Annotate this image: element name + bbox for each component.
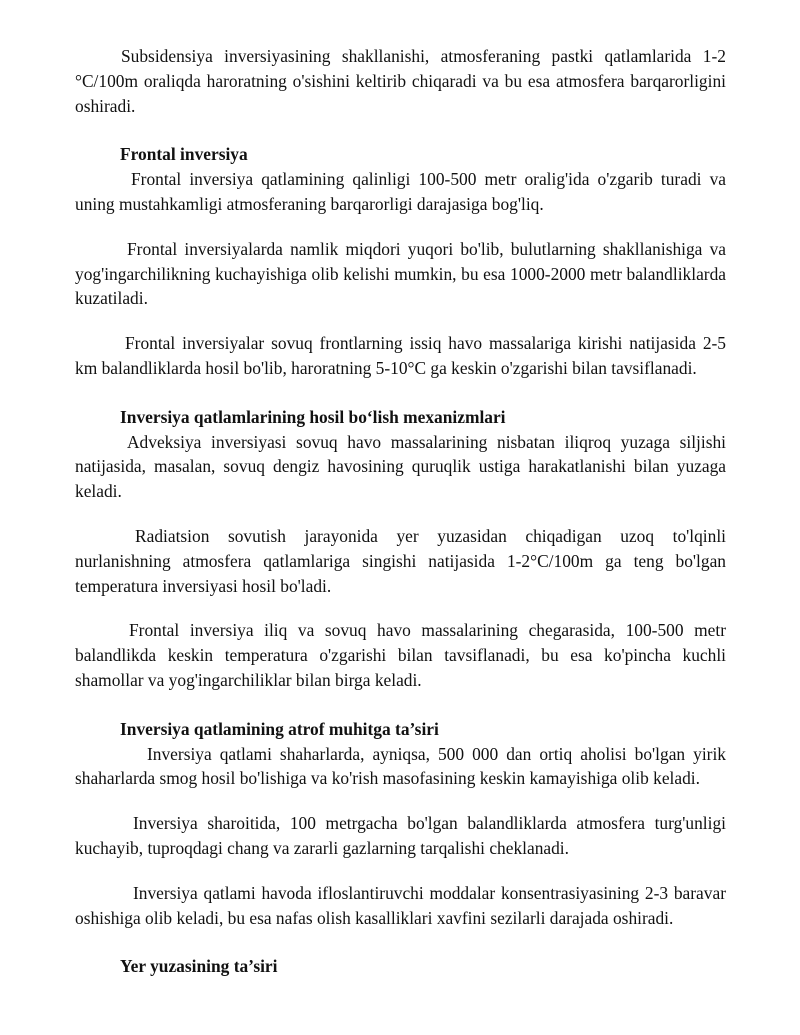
paragraph-advection: Adveksiya inversiyasi sovuq havo massalarining nisbatan iliqroq yuzaga siljishi natijasida, masalan, sovuq dengiz havosining quruqlik ustiga harakatlanishi bilan yuzaga keladi. — [75, 431, 726, 502]
spacer — [75, 693, 726, 717]
spacer — [75, 381, 726, 405]
paragraph-frontal-thickness: Frontal inversiya qatlamining qalinligi 100-500 metr oralig'ida o'zgarib turadi va uning mustahkamligi atmosferaning barqarorligi darajasiga bog'liq. — [75, 169, 726, 214]
paragraph-frontal-humidity: Frontal inversiyalarda namlik miqdori yuqori bo'lib, bulutlarning shakllanishiga va yog'ingarchilikning kuchayishiga olib kelishi mumkin, bu esa 1000-2000 metr balandliklarda kuzatiladi. — [75, 238, 726, 309]
spacer — [75, 861, 726, 881]
heading-environmental-impact: Inversiya qatlamining atrof muhitga ta’siri — [120, 718, 439, 739]
spacer — [75, 311, 726, 331]
spacer — [75, 791, 726, 811]
paragraph-stability: Inversiya sharoitida, 100 metrgacha bo'lgan balandliklarda atmosfera turg'unligi kuchayib, tuproqdagi chang va zararli gazlarning tarqalishi cheklanadi. — [75, 813, 726, 858]
spacer — [75, 217, 726, 237]
heading-earth-surface: Yer yuzasining ta’siri — [120, 956, 278, 977]
spacer — [75, 930, 726, 954]
heading-formation-mechanisms: Inversiya qatlamlarining hosil bo‘lish mexanizmlari — [120, 406, 506, 427]
spacer — [75, 118, 726, 142]
heading-frontal-inversion: Frontal inversiya — [120, 144, 248, 165]
paragraph-radiation-cooling: Radiatsion sovutish jarayonida yer yuzasidan chiqadigan uzoq to'lqinli nurlanishning atmosfera qatlamlariga singishi natijasida 1-2°C/100m ga teng bo'lgan temperatura inversiyasi hosil bo'ladi. — [75, 525, 726, 596]
paragraph-pollutants: Inversiya qatlami havoda ifloslantiruvchi moddalar konsentrasiyasining 2-3 baravar oshishiga olib keladi, bu esa nafas olish kasalliklari xavfini sezilarli darajada oshiradi. — [75, 882, 726, 928]
spacer — [75, 504, 726, 524]
paragraph-frontal-boundary: Frontal inversiya iliq va sovuq havo massalarining chegarasida, 100-500 metr balandlikda keskin temperatura o'zgarishi bilan tavsiflanadi, bu esa ko'pincha kuchli shamollar va yog'ingarchiliklar bilan birga keladi. — [75, 620, 726, 690]
paragraph-subsidence: Subsidensiya inversiyasining shakllanishi, atmosferaning pastki qatlamlarida 1-2 °C/100m oraliqda haroratning o'sishini keltirib chiqaradi va bu esa atmosfera barqarorligini oshiradi. — [75, 46, 726, 116]
spacer — [75, 598, 726, 618]
paragraph-smog: Inversiya qatlami shaharlarda, ayniqsa, 500 000 dan ortiq aholisi bo'lgan yirik shaharlarda smog hosil bo'lishiga va ko'rish masofasining keskin kamayishiga olib keladi. — [75, 743, 726, 789]
paragraph-frontal-cold-fronts: Frontal inversiyalar sovuq frontlarning issiq havo massalariga kirishi natijasida 2-5 km balandliklarda hosil bo'lib, haroratning 5-10°C ga keskin o'zgarishi bilan tavsiflanadi. — [75, 333, 726, 378]
